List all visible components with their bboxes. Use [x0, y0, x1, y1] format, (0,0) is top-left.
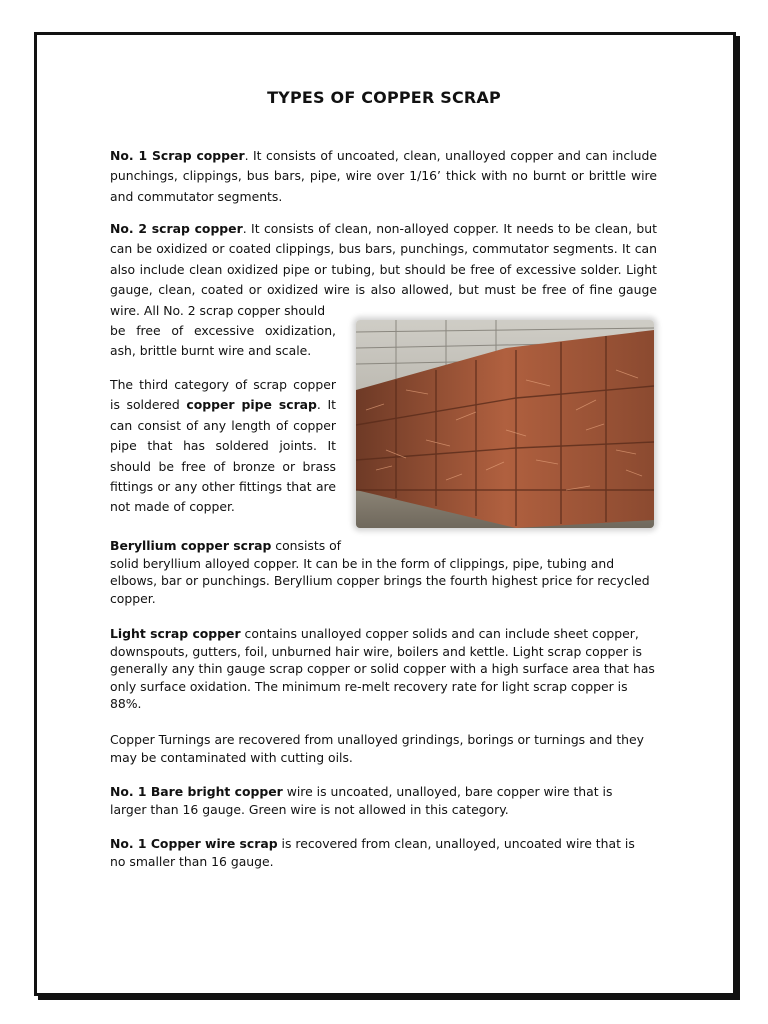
paragraph-text: contains unalloyed copper solids and can include sheet copper, downspouts, gutters, foil, unburned hair wire, boilers and kettle. Light scrap copper is generally any thin gauge scrap copper or solid copper with a high surface area that has only surface oxidation. The minimum re-melt recovery rate for light scrap copper is 88%. — [110, 626, 655, 712]
paragraph-text: . It can consist of any length of copper pipe that has soldered joints. It should be free of bronze or brass fittings or any other fittings that are not made of copper. — [110, 397, 336, 515]
paragraph-text: . It consists of uncoated, clean, unalloyed copper and can include punchings, clippings, bus bars, pipe, wire over 1/16’ thick with no burnt or brittle wire and commutator segments. — [110, 148, 657, 204]
paragraph-no2-continued: be free of excessive oxidization, ash, brittle burnt wire and scale. — [110, 323, 336, 359]
paragraph-beryllium-copper-scrap — [110, 537, 650, 607]
paragraph-copper-pipe-scrap — [110, 375, 336, 518]
paragraph-text: solid beryllium alloyed copper. It can be in the form of clippings, pipe, tubing and elbows, bar or punchings. Beryllium copper brings the fourth highest price for recycled copper. — [110, 555, 650, 606]
term-no1-scrap-copper: No. 1 Scrap copper — [110, 148, 245, 163]
paragraph-light-scrap-copper — [110, 625, 655, 713]
photo-illustration — [356, 320, 654, 528]
page-title: TYPES OF COPPER SCRAP — [267, 88, 501, 107]
baled-copper-scrap-photo — [356, 320, 654, 528]
paragraph-copper-wire-scrap — [110, 835, 650, 870]
term-copper-pipe-scrap: copper pipe scrap — [186, 397, 317, 413]
term-beryllium-copper-scrap: Beryllium copper scrap — [110, 538, 272, 553]
paragraph-no2-scrap-copper — [110, 219, 657, 321]
term-no2-scrap-copper: No. 2 scrap copper — [110, 221, 243, 236]
paragraph-text: . It consists of clean, non-alloyed copper. It needs to be clean, but can be oxidized or coated clippings, bus bars, punchings, commutator segments. It can also include clean oxidized pipe or tubing, but should be free of excessive solder. Light gauge, clean, coated or oxidized wire is also allowed, but must be free of fine gauge wire. All No. 2 scrap copper should — [110, 221, 658, 318]
term-copper-wire-scrap: No. 1 Copper wire scrap — [110, 836, 278, 851]
term-bare-bright-copper: No. 1 Bare bright copper — [110, 784, 283, 799]
paragraph-bare-bright-copper — [110, 783, 650, 818]
paragraph-text: is recovered from clean, unalloyed, uncoated wire that is no smaller than 16 gauge. — [110, 836, 635, 869]
paragraph-copper-turnings: Copper Turnings are recovered from unalloyed grindings, borings or turnings and they may be contaminated with cutting oils. — [110, 732, 644, 765]
paragraph-text: wire is uncoated, unalloyed, bare copper wire that is larger than 16 gauge. Green wire is not allowed in this category. — [110, 784, 613, 817]
paragraph-text: The third category of scrap copper is soldered — [110, 377, 336, 413]
term-light-scrap-copper: Light scrap copper — [110, 626, 241, 641]
paragraph-no1-scrap-copper — [110, 146, 657, 207]
paragraph-text: consists of — [271, 538, 342, 553]
